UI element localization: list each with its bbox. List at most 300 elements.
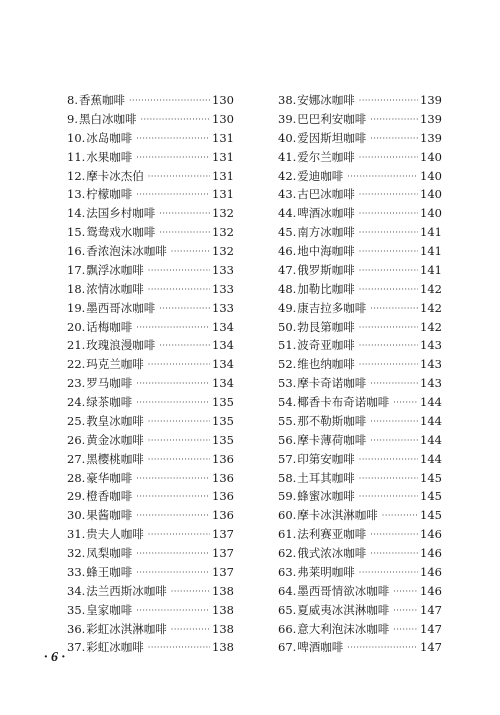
dot-leader <box>148 356 210 374</box>
toc-entry-number: 37. <box>67 640 86 655</box>
toc-entry-title: 古巴冰咖啡 <box>297 187 355 202</box>
toc-entry-title: 彩虹冰淇淋咖啡 <box>86 621 167 636</box>
dot-leader <box>136 394 210 412</box>
toc-entry-title: 印第安咖啡 <box>297 451 355 466</box>
toc-entry-title: 爱尔兰咖啡 <box>297 149 355 164</box>
toc-entry-page: 146 <box>420 546 442 560</box>
dot-leader <box>359 243 418 261</box>
toc-entry-number: 33. <box>67 564 86 579</box>
dot-leader <box>359 281 418 299</box>
toc-entry-title: 啤酒咖啡 <box>297 640 344 655</box>
toc-entry-page: 131 <box>212 130 234 145</box>
toc-entry-page: 132 <box>212 244 234 258</box>
toc-entry-page: 144 <box>420 432 442 447</box>
toc-entry <box>278 544 442 563</box>
toc-entry-title: 飘浮冰咖啡 <box>86 262 144 277</box>
toc-entry-number: 52. <box>278 357 297 372</box>
toc-entry <box>67 223 234 242</box>
dot-leader <box>370 111 418 129</box>
toc-entry-number: 38. <box>278 93 297 107</box>
toc-entry-number: 9. <box>67 111 78 126</box>
toc-entry <box>278 506 442 525</box>
toc-entry-number: 57. <box>278 451 297 466</box>
toc-entry-page: 139 <box>420 111 442 126</box>
toc-entry-number: 54. <box>278 395 297 409</box>
toc-entry <box>278 242 442 261</box>
toc-entry-title: 鸳鸯戏水咖啡 <box>86 225 156 240</box>
dot-leader <box>370 300 418 318</box>
toc-entry <box>67 129 234 148</box>
toc-entry-title: 罗马咖啡 <box>86 376 133 391</box>
dot-leader <box>359 205 418 223</box>
toc-entry-page: 146 <box>420 583 442 598</box>
toc-entry-page: 135 <box>212 413 234 428</box>
toc-entry-title: 橙香咖啡 <box>86 489 133 504</box>
dot-leader <box>159 224 210 242</box>
toc-entry-title: 蜂王咖啡 <box>86 564 133 579</box>
toc-entry-page: 138 <box>212 583 234 598</box>
toc-entry-page: 147 <box>420 602 442 617</box>
dot-leader <box>359 262 418 280</box>
dot-leader <box>382 507 418 525</box>
toc-entry-page: 146 <box>420 564 442 579</box>
toc-entry <box>67 261 234 280</box>
toc-entry-page: 138 <box>212 640 234 655</box>
toc-entry-title: 法兰西斯冰咖啡 <box>86 583 167 598</box>
toc-entry-page: 131 <box>212 149 234 164</box>
toc-entry-page: 142 <box>420 281 442 296</box>
toc-entry <box>278 91 442 110</box>
dot-leader <box>140 111 210 129</box>
toc-entry <box>278 450 442 469</box>
toc-entry-page: 147 <box>420 640 442 655</box>
dot-leader <box>370 375 418 393</box>
toc-entry <box>67 318 234 337</box>
toc-entry-page: 134 <box>212 319 234 334</box>
toc-entry-title: 黄金冰咖啡 <box>86 432 144 447</box>
toc-entry-number: 62. <box>278 546 297 560</box>
toc-entry-number: 31. <box>67 527 86 542</box>
toc-entry <box>67 563 234 582</box>
toc-entry-number: 8. <box>67 93 78 107</box>
toc-entry-page: 134 <box>212 338 234 353</box>
toc-entry-page: 138 <box>212 621 234 636</box>
toc-entry <box>278 601 442 620</box>
toc-entry-title: 那不勒斯咖啡 <box>297 413 367 428</box>
toc-entry-page: 137 <box>212 527 234 542</box>
toc-entry-number: 15. <box>67 225 86 240</box>
toc-entry <box>67 601 234 620</box>
toc-entry-title: 夏威夷冰淇淋咖啡 <box>297 602 390 617</box>
toc-entry-title: 法国乡村咖啡 <box>86 206 156 221</box>
dot-leader <box>359 224 418 242</box>
toc-entry-number: 12. <box>67 168 86 183</box>
toc-entry-number: 27. <box>67 451 86 466</box>
toc-entry-number: 19. <box>67 300 86 315</box>
toc-entry-page: 144 <box>420 413 442 428</box>
toc-entry <box>278 620 442 639</box>
toc-entry-title: 勃艮第咖啡 <box>297 319 355 334</box>
toc-entry <box>278 318 442 337</box>
toc-entry-number: 24. <box>67 395 86 409</box>
toc-entry-page: 135 <box>212 432 234 447</box>
toc-entry-title: 浓情冰咖啡 <box>86 281 144 296</box>
toc-entry-title: 波奇亚咖啡 <box>297 338 355 353</box>
dot-leader <box>136 470 210 488</box>
toc-entry <box>67 582 234 601</box>
page-number: · 6 · <box>44 650 65 665</box>
toc-entry-page: 133 <box>212 262 234 277</box>
toc-entry-title: 地中海咖啡 <box>297 244 355 258</box>
toc-entry <box>278 469 442 488</box>
toc-entry-page: 132 <box>212 225 234 240</box>
dot-leader <box>370 432 418 450</box>
dot-leader <box>159 337 210 355</box>
toc-entry-title: 巴巴利安咖啡 <box>297 111 367 126</box>
dot-leader <box>148 451 210 469</box>
toc-entry-page: 130 <box>212 111 234 126</box>
toc-entry-title: 黑樱桃咖啡 <box>86 451 144 466</box>
toc-entry-title: 法利赛亚咖啡 <box>297 527 367 542</box>
toc-entry-number: 21. <box>67 338 86 353</box>
toc-entry-page: 141 <box>420 244 442 258</box>
dot-leader <box>347 639 418 657</box>
toc-entry-title: 维也纳咖啡 <box>297 357 355 372</box>
toc-entry <box>278 638 442 657</box>
toc-entry-number: 43. <box>278 187 297 202</box>
dot-leader <box>136 602 210 620</box>
toc-entry-title: 果酱咖啡 <box>86 508 133 523</box>
dot-leader <box>359 319 418 337</box>
toc-entry-page: 134 <box>212 376 234 391</box>
dot-leader <box>148 281 210 299</box>
toc-entry <box>278 185 442 204</box>
toc-entry-title: 土耳其咖啡 <box>297 470 355 485</box>
dot-leader <box>159 205 210 223</box>
toc-entry <box>67 620 234 639</box>
toc-entry-number: 49. <box>278 300 297 315</box>
dot-leader <box>148 262 210 280</box>
toc-entry <box>67 638 234 657</box>
toc-entry-title: 水果咖啡 <box>86 149 133 164</box>
toc-entry-number: 59. <box>278 489 297 504</box>
toc-entry-page: 131 <box>212 168 234 183</box>
toc-entry-page: 145 <box>420 489 442 504</box>
dot-leader <box>359 564 418 582</box>
toc-entry-number: 32. <box>67 546 86 560</box>
toc-entry <box>67 167 234 186</box>
toc-entry <box>67 185 234 204</box>
toc-entry-number: 44. <box>278 206 297 221</box>
dot-leader <box>136 130 210 148</box>
toc-entry <box>67 280 234 299</box>
dot-leader <box>171 583 210 601</box>
toc-entry-number: 22. <box>67 357 86 372</box>
toc-entry-title: 香蕉咖啡 <box>78 93 125 107</box>
toc-entry-title: 俄式浓冰咖啡 <box>297 546 367 560</box>
toc-entry-page: 132 <box>212 206 234 221</box>
toc-entry-title: 教皇冰咖啡 <box>86 413 144 428</box>
toc-entry-page: 143 <box>420 357 442 372</box>
toc-entry-page: 144 <box>420 395 442 409</box>
toc-entry-page: 145 <box>420 470 442 485</box>
toc-entry-title: 玫瑰浪漫咖啡 <box>86 338 156 353</box>
toc-entry <box>67 355 234 374</box>
toc-entry <box>67 204 234 223</box>
toc-entry <box>278 563 442 582</box>
toc-entry-title: 香浓泡沫冰咖啡 <box>86 244 167 258</box>
toc-entry-number: 17. <box>67 262 86 277</box>
toc-entry-number: 65. <box>278 602 297 617</box>
toc-entry <box>278 393 442 412</box>
toc-entry-title: 墨西哥情欲冰咖啡 <box>297 583 390 598</box>
toc-entry-number: 48. <box>278 281 297 296</box>
toc-entry-title: 摩卡奇诺咖啡 <box>297 376 367 391</box>
toc-entry-number: 16. <box>67 244 86 258</box>
toc-entry-title: 俄罗斯咖啡 <box>297 262 355 277</box>
dot-leader <box>359 337 418 355</box>
toc-entry-page: 134 <box>212 357 234 372</box>
dot-leader <box>359 470 418 488</box>
toc-entry-page: 133 <box>212 300 234 315</box>
toc-entry-title: 椰香卡布奇诺咖啡 <box>297 395 390 409</box>
toc-entry <box>67 506 234 525</box>
dot-leader <box>171 621 210 639</box>
toc-entry-page: 140 <box>420 187 442 202</box>
toc-entry-number: 60. <box>278 508 297 523</box>
toc-entry-page: 136 <box>212 508 234 523</box>
dot-leader <box>136 149 210 167</box>
toc-entry-page: 137 <box>212 546 234 560</box>
toc-entry-title: 冰岛咖啡 <box>86 130 133 145</box>
dot-leader <box>136 488 210 506</box>
dot-leader <box>148 639 210 657</box>
dot-leader <box>136 545 210 563</box>
toc-entry-page: 139 <box>420 93 442 107</box>
toc-entry-title: 柠檬咖啡 <box>86 187 133 202</box>
toc-entry-page: 140 <box>420 168 442 183</box>
toc-entry <box>278 110 442 129</box>
dot-leader <box>359 149 418 167</box>
dot-leader <box>359 186 418 204</box>
toc-entry-title: 豪华咖啡 <box>86 470 133 485</box>
toc-entry <box>278 299 442 318</box>
toc-column-left <box>67 91 234 657</box>
toc-entry-title: 摩卡冰杰伯 <box>86 168 144 183</box>
dot-leader <box>171 243 210 261</box>
toc-entry-page: 141 <box>420 262 442 277</box>
toc-entry <box>67 469 234 488</box>
toc-entry-number: 18. <box>67 281 86 296</box>
toc-entry-title: 康吉拉多咖啡 <box>297 300 367 315</box>
toc-entry-number: 36. <box>67 621 86 636</box>
toc-entry-page: 136 <box>212 470 234 485</box>
dot-leader <box>136 375 210 393</box>
dot-leader <box>393 621 418 639</box>
dot-leader <box>148 413 210 431</box>
toc-entry <box>67 110 234 129</box>
toc-entry-title: 皇家咖啡 <box>86 602 133 617</box>
toc-entry-page: 145 <box>420 508 442 523</box>
toc-entry-page: 139 <box>420 130 442 145</box>
toc-entry <box>67 374 234 393</box>
toc-entry <box>278 582 442 601</box>
toc-entry-page: 146 <box>420 527 442 542</box>
toc-entry <box>278 487 442 506</box>
toc-entry <box>67 431 234 450</box>
toc-entry-number: 40. <box>278 130 297 145</box>
toc-entry-number: 45. <box>278 225 297 240</box>
toc-entry-title: 摩卡薄荷咖啡 <box>297 432 367 447</box>
toc-entry-number: 13. <box>67 187 86 202</box>
toc-entry-number: 55. <box>278 413 297 428</box>
toc-entry-number: 50. <box>278 319 297 334</box>
toc-entry <box>67 299 234 318</box>
toc-entry-number: 25. <box>67 413 86 428</box>
toc-entry <box>278 525 442 544</box>
toc-entry-number: 47. <box>278 262 297 277</box>
toc-entry <box>67 242 234 261</box>
dot-leader <box>370 545 418 563</box>
toc-entry <box>278 355 442 374</box>
toc-entry-page: 142 <box>420 319 442 334</box>
toc-entry-number: 26. <box>67 432 86 447</box>
dot-leader <box>393 602 418 620</box>
toc-entry <box>67 450 234 469</box>
toc-entry-number: 64. <box>278 583 297 598</box>
dot-leader <box>148 432 210 450</box>
toc-entry-page: 140 <box>420 206 442 221</box>
dot-leader <box>393 583 418 601</box>
toc-entry <box>67 393 234 412</box>
toc-entry-title: 安娜冰咖啡 <box>297 93 355 107</box>
toc-entry-title: 加勒比咖啡 <box>297 281 355 296</box>
dot-leader <box>370 526 418 544</box>
toc-entry-number: 66. <box>278 621 297 636</box>
toc-entry <box>278 223 442 242</box>
toc-entry-title: 南方冰咖啡 <box>297 225 355 240</box>
toc-entry-title: 黑白冰咖啡 <box>78 111 137 126</box>
toc-entry <box>67 544 234 563</box>
toc-column-right <box>278 91 442 657</box>
toc-entry-number: 63. <box>278 564 297 579</box>
dot-leader <box>148 168 210 186</box>
toc-entry-number: 10. <box>67 130 86 145</box>
toc-entry-page: 138 <box>212 602 234 617</box>
dot-leader <box>159 300 210 318</box>
toc-entry-title: 摩卡冰淇淋咖啡 <box>297 508 378 523</box>
dot-leader <box>136 186 210 204</box>
toc-entry <box>278 148 442 167</box>
toc-entry-number: 34. <box>67 583 86 598</box>
dot-leader <box>359 356 418 374</box>
toc-entry-number: 61. <box>278 527 297 542</box>
dot-leader <box>370 413 418 431</box>
toc-entry-title: 绿茶咖啡 <box>86 395 133 409</box>
toc-entry-page: 130 <box>212 93 234 107</box>
toc-entry-title: 爱因斯坦咖啡 <box>297 130 367 145</box>
toc-entry <box>278 129 442 148</box>
dot-leader <box>347 168 418 186</box>
toc-entry-title: 凤梨咖啡 <box>86 546 133 560</box>
toc-entry <box>67 91 234 110</box>
toc-entry <box>278 167 442 186</box>
toc-entry-number: 20. <box>67 319 86 334</box>
toc-entry-page: 135 <box>212 395 234 409</box>
toc-entry-title: 贵夫人咖啡 <box>86 527 144 542</box>
toc-entry-page: 140 <box>420 149 442 164</box>
toc-entry-number: 14. <box>67 206 86 221</box>
toc-entry <box>67 336 234 355</box>
toc-entry-page: 143 <box>420 338 442 353</box>
toc-entry-page: 141 <box>420 225 442 240</box>
toc-entry-number: 46. <box>278 244 297 258</box>
toc-entry-number: 35. <box>67 602 86 617</box>
toc-entry-number: 56. <box>278 432 297 447</box>
dot-leader <box>359 451 418 469</box>
toc-entry-page: 136 <box>212 451 234 466</box>
toc-entry-title: 啤酒冰咖啡 <box>297 206 355 221</box>
toc-entry-title: 弗莱明咖啡 <box>297 564 355 579</box>
toc-entry <box>278 374 442 393</box>
dot-leader <box>393 394 418 412</box>
toc-entry <box>67 412 234 431</box>
dot-leader <box>136 319 210 337</box>
toc-entry <box>278 336 442 355</box>
toc-entry-number: 51. <box>278 338 297 353</box>
toc-entry <box>67 487 234 506</box>
toc-entry-number: 28. <box>67 470 86 485</box>
toc-entry <box>67 525 234 544</box>
toc-entry-number: 42. <box>278 168 297 183</box>
toc-entry-title: 蜂蜜冰咖啡 <box>297 489 355 504</box>
dot-leader <box>359 92 418 110</box>
dot-leader <box>136 507 210 525</box>
toc-entry-title: 彩虹冰咖啡 <box>86 640 144 655</box>
toc-entry-page: 133 <box>212 281 234 296</box>
dot-leader <box>129 92 210 110</box>
toc-entry <box>67 148 234 167</box>
toc-entry-title: 爱迪咖啡 <box>297 168 344 183</box>
toc-entry-number: 11. <box>67 149 86 164</box>
toc-entry-page: 147 <box>420 621 442 636</box>
toc-entry <box>278 261 442 280</box>
toc-entry-page: 136 <box>212 489 234 504</box>
toc-entry-title: 意大利泡沫冰咖啡 <box>297 621 390 636</box>
dot-leader <box>359 488 418 506</box>
toc-entry-page: 144 <box>420 451 442 466</box>
toc-entry-number: 29. <box>67 489 86 504</box>
toc-entry-number: 30. <box>67 508 86 523</box>
dot-leader <box>148 526 210 544</box>
toc-entry-number: 39. <box>278 111 297 126</box>
toc-entry-page: 142 <box>420 300 442 315</box>
toc-entry-number: 41. <box>278 149 297 164</box>
toc-entry-number: 53. <box>278 376 297 391</box>
toc-entry-page: 143 <box>420 376 442 391</box>
toc-entry-title: 话梅咖啡 <box>86 319 133 334</box>
toc-entry-page: 131 <box>212 187 234 202</box>
toc-entry-number: 58. <box>278 470 297 485</box>
toc-entry-title: 墨西哥冰咖啡 <box>86 300 156 315</box>
toc-entry-page: 137 <box>212 564 234 579</box>
dot-leader <box>370 130 418 148</box>
toc-entry <box>278 280 442 299</box>
dot-leader <box>136 564 210 582</box>
toc-entry <box>278 412 442 431</box>
toc-entry <box>278 204 442 223</box>
toc-entry <box>278 431 442 450</box>
